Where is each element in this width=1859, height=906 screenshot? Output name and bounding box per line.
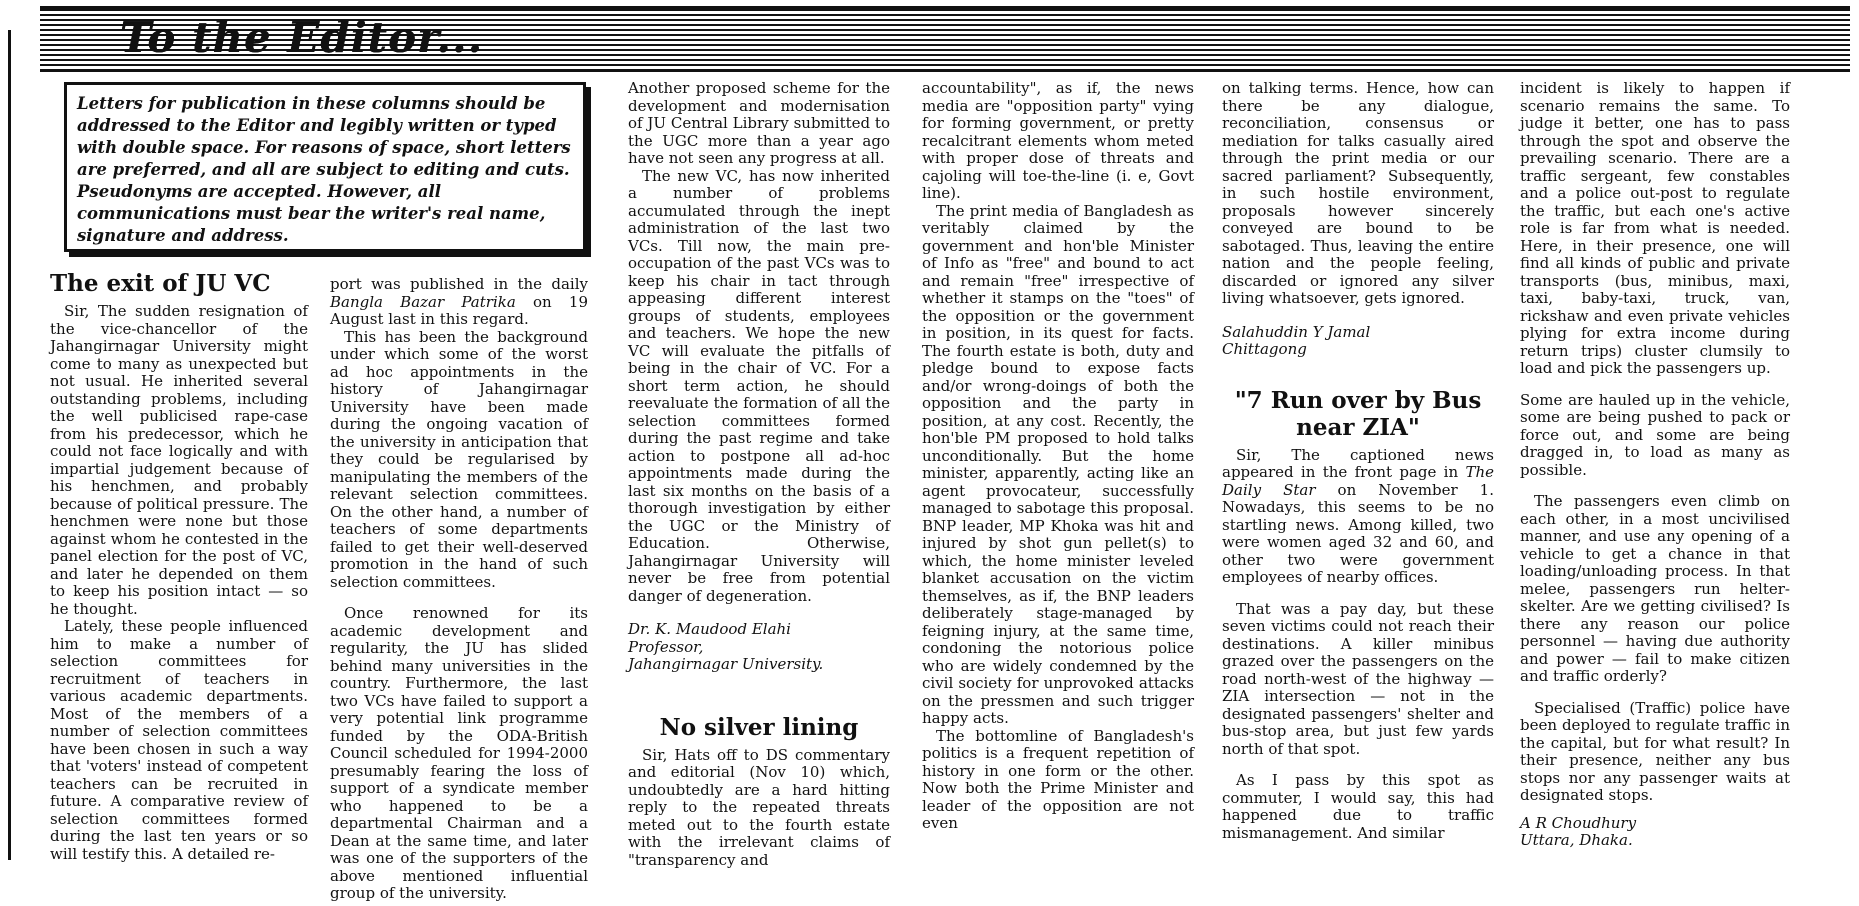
paragraph: Once renowned for its academic development and regularity, the JU has slided behind many universities in the country. Furthermore, the last two VCs have failed to support a very potential link programme funded by the ODA-British Council scheduled for 1994-2000 presumably fearing the loss of support of a syndicate member who happened to be a departmental Chairman and a Dean at the same time, and later was one of the supporters of the above mentioned influential group of the university. [330,604,588,902]
paragraph: port was published in the daily Bangla Bazar Patrika on 19 August last in this regard. [330,275,588,328]
column-3 [628,80,890,869]
signature-place: Chittagong [1222,340,1307,358]
paragraph: Another proposed scheme for the development and modernisation of JU Central Library submitted to the UGC more than a year ago have not seen any progress at all. [628,79,890,167]
paragraph: incident is likely to happen if scenario remains the same. To judge it better, one has to pass through the spot and observe the prevailing scenario. There are a traffic sergeant, few constables and a police out-post to regulate the traffic, but each one's active role is far from what is needed. Here, in their presence, one will find all kinds of public and private transports (bus, minibus, maxi, taxi, baby-taxi, truck, van, rickshaw and even private vehicles plying for extra income during return trips) cluster clumsily to load and pick the passengers up. [1520,79,1790,377]
paragraph: The bottomline of Bangladesh's politics is a frequent repetition of history in one form or the other. Now both the Prime Minister and leader of the opposition are not even [922,726,1194,832]
signature-place: Jahangirnagar University. [628,655,824,673]
paragraph: Sir, The captioned news appeared in the front page in The Daily Star on November 1. Nowadays, this seems to be no startling news. Among killed, two were women aged 32 and 60, and other two were government employees of nearby offices. [1222,445,1494,586]
paragraph: accountability", as if, the news media are "opposition party" vying for forming government, or pretty recalcitrant elements whom meted with proper dose of threats and cajoling will toe-the-line (i. e, Govt line). [922,79,1194,202]
paragraph: Sir, The sudden resignation of the vice-chancellor of the Jahangirnagar University might come to many as unexpected but not usual. He inherited several outstanding problems, including the well publicised rape-case from his predecessor, which he could not face logically and with impartial judgement because of his henchmen, and probably because of political pressure. The henchmen were none but those against whom he contested in the panel election for the post of VC, and later he depended on them to keep his position intact — so he thought. [50,302,308,618]
signature-title: Professor, [628,637,704,656]
paragraph: This has been the background under which some of the worst ad hoc appointments in the history of Jahangirnagar University have been made during the ongoing vacation of the university in anticipation that they could be regularised by manipulating the members of the relevant selection committees. On the other hand, a number of teachers of some departments failed to get their well-deserved promotion in the hand of such selection committees. [330,327,588,591]
headline-no-silver-lining: No silver lining [659,713,859,741]
column-6 [1520,80,1790,850]
signature-name: Salahuddin Y Jamal [1222,322,1371,341]
editorial-notice-box [64,82,586,252]
paragraph: Sir, Hats off to DS commentary and editorial (Nov 10) which, undoubtedly are a hard hitting reply to the repeated threats meted out to the fourth estate with the irrelevant claims of "transparency and [628,745,890,869]
editorial-notice-text: Letters for publication in these columns should be addressed to the Editor and legibly written or typed with double space. For reasons of space, short letters are preferred, and all are subject to editing and cuts. Pseudonyms are accepted. However, all communications must bear the writer's real name, signature and address. [77,94,571,245]
signature-place: Uttara, Dhaka. [1520,831,1633,849]
paragraph: The new VC, has now inherited a number of problems accumulated through the inept administration of the last two VCs. Till now, the main pre-occupation of the past VCs was to keep his chair in tact through appeasing different interest groups of students, employees and teachers. We hope the new VC will evaluate the pitfalls of being in the chair of VC. For a short term action, he should reevaluate the formation of all the selection committees formed during the past regime and take action to postpone all ad-hoc appointments made during the last six months on the basis of a thorough investigation by either the UGC or the Ministry of Education. Otherwise, Jahangirnagar University will never be free from potential danger of degeneration. [628,166,890,605]
paragraph: That was a pay day, but these seven victims could not reach their destinations. A killer minibus grazed over the passengers on the road north-west of the highway — ZIA intersection — not in the designated passengers' shelter and bus-stop area, but just few yards north of that spot. [1222,599,1494,758]
paragraph: The passengers even climb on each other, in a most uncivilised manner, and use any opening of a vehicle to get a chance in that loading/unloading process. In that melee, passengers run helter-skelter. Are we getting civilised? Is there any reason our police personnel — having due authority and power — fail to make citizen and traffic orderly? [1520,492,1790,685]
column-4 [922,80,1194,833]
paragraph: The print media of Bangladesh as veritably claimed by the government and hon'ble Minister of Info as "free" and bound to act and remain "free" irrespective of whether it stamps on the "toes" of the opposition or the government in position, in its quest for facts. The fourth estate is both, duty and pledge bound to expose facts and/or wrong-doings of both the opposition and the party in position, at any cost. Recently, the hon'ble PM proposed to hold talks unconditionally. But the home minister, apparently, acting like an agent provocateur, successfully managed to sabotage this proposal. BNP leader, MP Khoka was hit and injured by shot gun pellet(s) to which, the home minister leveled blanket accusation on the victim themselves, as if, the BNP leaders deliberately stage-managed by feigning injury, at the same time, condoning the notorious police who are widely condemned by the civil society for unprovoked attacks on the pressmen and such trigger happy acts. [922,201,1194,727]
column-rule [8,30,11,860]
masthead-banner [40,6,1850,72]
paragraph: Lately, these people influenced him to make a number of selection committees for recruitment of teachers in various academic departments. Most of the members of a number of selection committees have been chosen in such a way that 'voters' instead of competent teachers can be recruited in future. A comparative review of selection committees formed during the last ten years or so will testify this. A detailed re- [50,617,308,863]
column-2 [330,276,588,903]
headline-7-run-over: "7 Run over by Bus near ZIA" [1234,386,1482,441]
paragraph: on talking terms. Hence, how can there be any dialogue, reconciliation, consensus or mediation for talks casually aired through the print media or our sacred parliament? Subsequently, in such hostile environment, proposals however sincerely conveyed are bound to be sabotaged. Thus, leaving the entire nation and the people feeling, discarded or ignored any silver living whatsoever, gets ignored. [1222,79,1494,307]
column-1 [50,270,308,863]
section-title: To the Editor... [120,13,484,62]
signature-name: A R Choudhury [1520,813,1637,832]
paragraph: Specialised (Traffic) police have been deployed to regulate traffic in the capital, but for what result? In their presence, neither any bus stops nor any passenger waits at designated stops. [1520,698,1790,804]
paragraph: Some are hauled up in the vehicle, some are being pushed to pack or force out, and some are being dragged in, to load as many as possible. [1520,390,1790,479]
paragraph: As I pass by this spot as commuter, I would say, this had happened due to traffic mismanagement. And similar [1222,771,1494,842]
signature-name: Dr. K. Maudood Elahi [628,620,791,638]
column-5 [1222,80,1494,842]
headline-ju-vc: The exit of JU VC [50,270,271,297]
